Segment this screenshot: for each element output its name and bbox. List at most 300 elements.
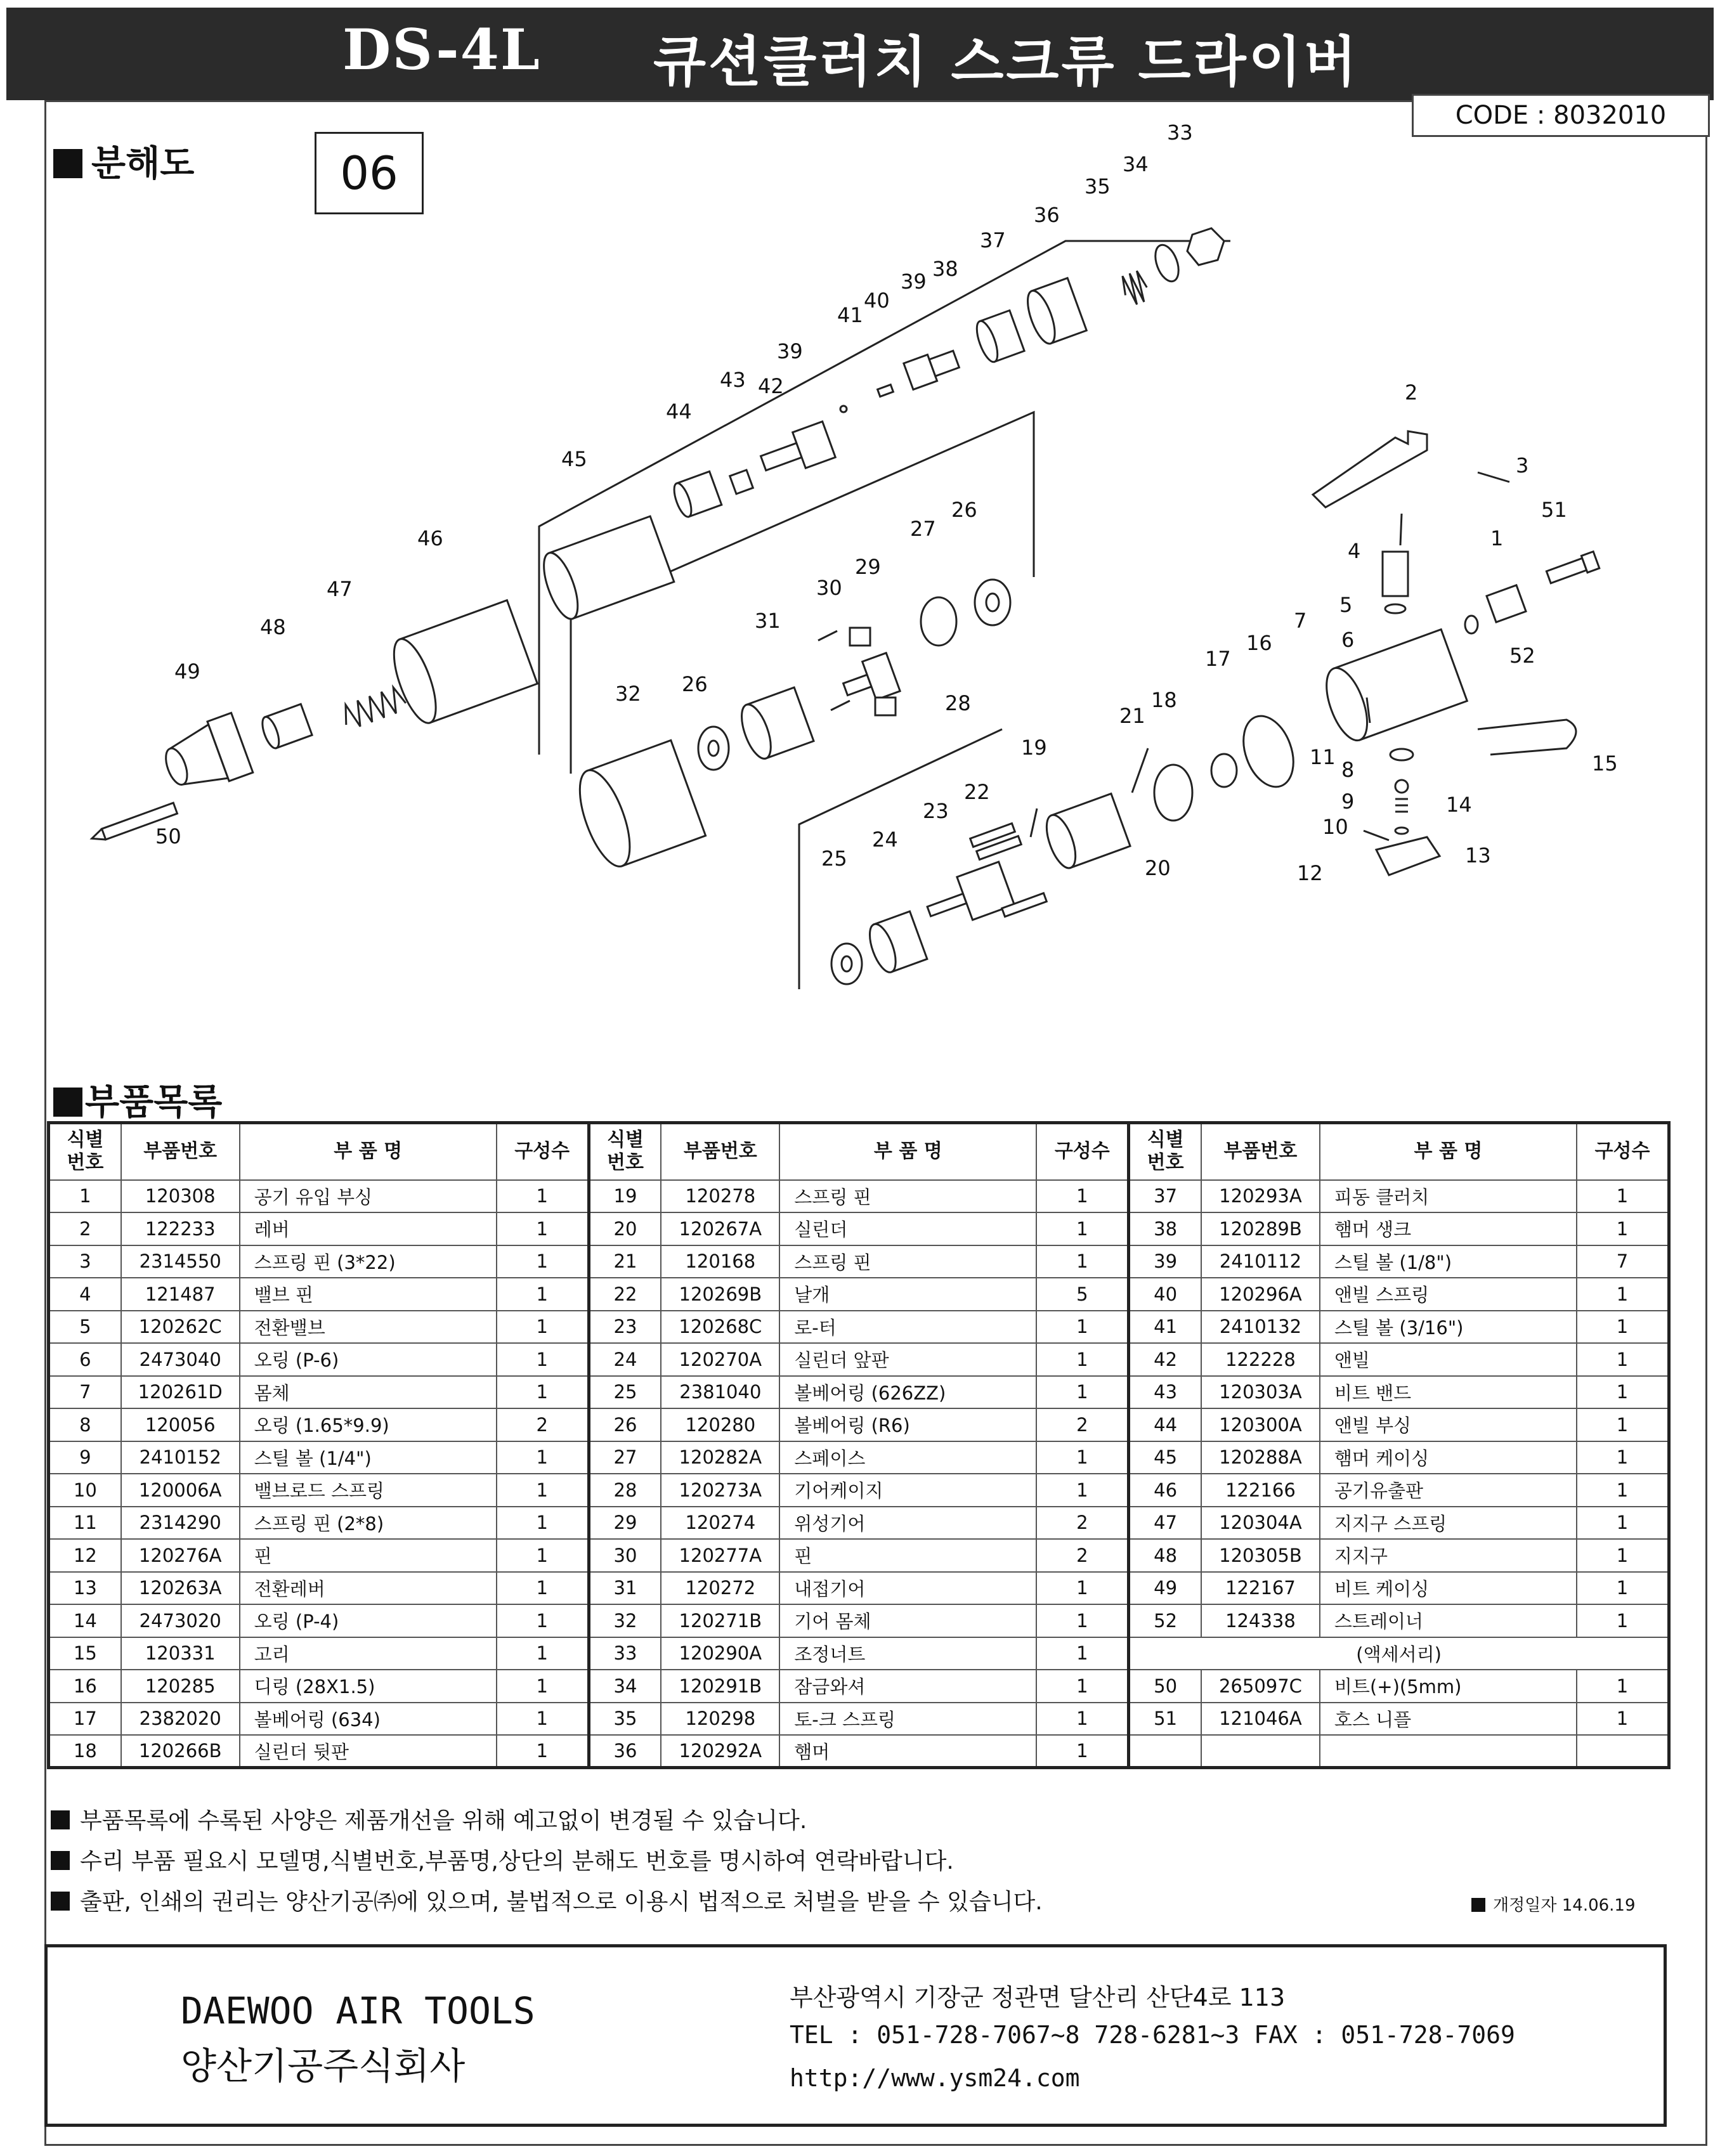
strainer-part [1465, 616, 1478, 633]
cell-qty: 7 [1577, 1245, 1669, 1278]
cell-id: 4 [49, 1278, 121, 1311]
cell-id: 34 [589, 1670, 661, 1703]
cell-part-no: 120269B [661, 1278, 779, 1311]
switch-pin-part [1364, 831, 1389, 840]
cell-id: 32 [589, 1604, 661, 1637]
cell-name: 로-터 [779, 1311, 1036, 1344]
cell-qty: 1 [497, 1376, 589, 1409]
cell-part-no: 2473040 [121, 1343, 240, 1376]
cell-part-no: 121046A [1201, 1703, 1320, 1736]
cell-qty: 1 [497, 1703, 589, 1736]
steel-ball-part [840, 406, 847, 412]
cell-name: 잠금와셔 [779, 1670, 1036, 1703]
svg-text:43: 43 [720, 368, 746, 392]
bullet-square-icon [1471, 1898, 1485, 1912]
anvil-part [757, 422, 835, 481]
svg-text:14: 14 [1446, 793, 1472, 817]
cell-qty: 1 [1577, 1703, 1669, 1736]
lever-part [1313, 431, 1427, 507]
steel-ball-1-4-part [1395, 780, 1408, 793]
svg-text:47: 47 [327, 577, 353, 601]
cell-qty: 1 [497, 1343, 589, 1376]
cell-part-no: 2314290 [121, 1507, 240, 1540]
cell-part-no: 265097C [1201, 1670, 1320, 1703]
d-ring-part [1234, 709, 1302, 794]
cell-part-no: 120006A [121, 1474, 240, 1507]
table-row [49, 1539, 1669, 1572]
cell-id: 13 [49, 1572, 121, 1605]
cell-id: 21 [589, 1245, 661, 1278]
svg-text:11: 11 [1310, 745, 1336, 769]
cell-id: 17 [49, 1703, 121, 1736]
svg-text:6: 6 [1341, 628, 1355, 652]
title-bar [6, 8, 1714, 100]
table-row [49, 1507, 1669, 1540]
cell-id: 24 [589, 1343, 661, 1376]
cell-name: 스프링 핀 (2*8) [240, 1507, 497, 1540]
cell-part-no: 120168 [661, 1245, 779, 1278]
cell-qty: 1 [1036, 1604, 1128, 1637]
hammer-casing-part [537, 516, 674, 623]
cell-part-no: 120266B [121, 1735, 240, 1768]
cell-id: 47 [1129, 1507, 1201, 1540]
cell-name: 실린더 [779, 1212, 1036, 1245]
cell-qty: 1 [1036, 1245, 1128, 1278]
cell-part-no: 120278 [661, 1180, 779, 1213]
cell-name: 전환레버 [240, 1572, 497, 1605]
svg-text:31: 31 [755, 609, 781, 633]
cell-qty: 1 [1577, 1670, 1669, 1703]
cell-name: 실린더 뒷판 [240, 1735, 497, 1768]
lever-pin-part [1478, 472, 1509, 482]
cell-qty: 2 [1036, 1408, 1128, 1441]
cell-name: 비트 밴드 [1320, 1376, 1577, 1409]
cell-part-no: 124338 [1201, 1604, 1320, 1637]
spring-pin-part [1031, 808, 1037, 837]
svg-text:20: 20 [1145, 856, 1171, 880]
o-ring-small-part [1390, 749, 1413, 760]
cell-qty: 1 [497, 1539, 589, 1572]
cell-id: 6 [49, 1343, 121, 1376]
svg-text:42: 42 [758, 374, 784, 398]
svg-text:36: 36 [1034, 203, 1060, 227]
cell-id: 45 [1129, 1441, 1201, 1474]
svg-text:17: 17 [1205, 647, 1231, 671]
bearing-626zz-part [831, 944, 862, 984]
cell-qty: 1 [497, 1604, 589, 1637]
cell-name: 오링 (1.65*9.9) [240, 1408, 497, 1441]
cell-qty: 1 [1036, 1212, 1128, 1245]
header-qty: 구성수 [497, 1123, 589, 1180]
cell-part-no: 120280 [661, 1408, 779, 1441]
company-address: 부산광역시 기장군 정관면 달산리 산단4로 113 [790, 1984, 1286, 2011]
cell-part-no: 120272 [661, 1572, 779, 1605]
cell-qty: 1 [497, 1278, 589, 1311]
cell-name: 레버 [240, 1212, 497, 1245]
header-part-no: 부품번호 [661, 1123, 779, 1180]
cell-qty: 1 [1036, 1735, 1128, 1768]
table-header-row [49, 1123, 1669, 1180]
cell-part-no: 122166 [1201, 1474, 1320, 1507]
cell-qty: 1 [497, 1735, 589, 1768]
cell-qty: 1 [1577, 1474, 1669, 1507]
svg-text:7: 7 [1294, 609, 1307, 633]
cell-part-no: 120270A [661, 1343, 779, 1376]
cell-qty: 1 [497, 1474, 589, 1507]
cell-part-no [1201, 1735, 1320, 1768]
hose-nipple-part [1546, 552, 1599, 586]
cell-part-no: 120303A [1201, 1376, 1320, 1409]
cell-qty: 1 [1577, 1507, 1669, 1540]
cell-qty: 1 [1036, 1703, 1128, 1736]
cell-name: 볼베어링 (634) [240, 1703, 497, 1736]
cell-part-no: 122233 [121, 1212, 240, 1245]
model-name: DS-4L [342, 16, 541, 82]
cell-id: 12 [49, 1539, 121, 1572]
cell-qty: 1 [1577, 1343, 1669, 1376]
note-item: 출판, 인쇄의 권리는 양산기공㈜에 있으며, 불법적으로 이용시 법적으로 처벌을 받을 수 있습니다. [51, 1882, 1043, 1923]
cell-qty: 1 [1577, 1376, 1669, 1409]
cell-name: 햄머 케이싱 [1320, 1441, 1577, 1474]
cell-name: 앤빌 스프링 [1320, 1278, 1577, 1311]
cell-name: 스페이스 [779, 1441, 1036, 1474]
cell-id: 42 [1129, 1343, 1201, 1376]
cell-id: 14 [49, 1604, 121, 1637]
cell-qty: 1 [497, 1572, 589, 1605]
cell-part-no: 120296A [1201, 1278, 1320, 1311]
cell-part-no: 122228 [1201, 1343, 1320, 1376]
svg-text:19: 19 [1021, 736, 1047, 760]
cell-id: 52 [1129, 1604, 1201, 1637]
bearing-634-part [1211, 754, 1237, 787]
cell-id: 41 [1129, 1311, 1201, 1344]
svg-text:21: 21 [1119, 704, 1145, 728]
cell-part-no: 120267A [661, 1212, 779, 1245]
cell-id: 36 [589, 1735, 661, 1768]
table-row [49, 1343, 1669, 1376]
table-row [49, 1278, 1669, 1311]
svg-text:33: 33 [1167, 120, 1193, 145]
cell-id: 8 [49, 1408, 121, 1441]
support-spring-part [340, 685, 408, 731]
adjust-nut-part [1187, 228, 1224, 265]
cell-name: 토-크 스프링 [779, 1703, 1036, 1736]
cell-part-no: 2473020 [121, 1604, 240, 1637]
cell-id: 35 [589, 1703, 661, 1736]
cell-name: 스틸 볼 (3/16") [1320, 1311, 1577, 1344]
cell-qty: 1 [1036, 1670, 1128, 1703]
cell-name: 오링 (P-6) [240, 1343, 497, 1376]
cell-part-no: 120291B [661, 1670, 779, 1703]
svg-text:38: 38 [932, 257, 958, 281]
table-row [49, 1180, 1669, 1213]
cell-part-no: 120268C [661, 1311, 779, 1344]
table-row [49, 1212, 1669, 1245]
cell-part-no: 120298 [661, 1703, 779, 1736]
cell-id: 33 [589, 1637, 661, 1670]
sheet-number: 06 [315, 132, 424, 214]
cell-id: 43 [1129, 1376, 1201, 1409]
cell-id: 7 [49, 1376, 121, 1409]
cell-name: 스프링 핀 (3*22) [240, 1245, 497, 1278]
cell-qty: 2 [497, 1408, 589, 1441]
svg-text:16: 16 [1246, 631, 1272, 655]
svg-text:15: 15 [1592, 751, 1618, 776]
parts-section-title: 부품목록 [53, 1074, 222, 1125]
cell-part-no: 120261D [121, 1376, 240, 1409]
internal-gear-part [736, 687, 814, 762]
svg-text:37: 37 [980, 228, 1006, 252]
table-row [49, 1670, 1669, 1703]
cell-qty: 1 [1577, 1539, 1669, 1572]
cell-id: 37 [1129, 1180, 1201, 1213]
cell-id: 28 [589, 1474, 661, 1507]
cell-id: 31 [589, 1572, 661, 1605]
diagram-section-title: 분해도 [53, 136, 194, 186]
company-website: http://www.ysm24.com [790, 2064, 1080, 2092]
callout-label: 2 [1405, 380, 1418, 405]
cell-name: 핀 [779, 1539, 1036, 1572]
cell-name: 전환밸브 [240, 1311, 497, 1344]
svg-text:24: 24 [872, 828, 898, 852]
cell-part-no: 120271B [661, 1604, 779, 1637]
exhaust-plate-part [386, 601, 538, 728]
cell-name: 비트(+)(5mm) [1320, 1670, 1577, 1703]
cell-part-no: 120276A [121, 1539, 240, 1572]
cell-id: 3 [49, 1245, 121, 1278]
cell-id: 9 [49, 1441, 121, 1474]
cell-name: 볼베어링 (626ZZ) [779, 1376, 1036, 1409]
notes [51, 1801, 1043, 1923]
table-row [49, 1735, 1669, 1768]
cell-qty: 1 [1577, 1212, 1669, 1245]
cell-name: 앤빌 부싱 [1320, 1408, 1577, 1441]
cell-qty: 1 [1577, 1180, 1669, 1213]
svg-text:40: 40 [864, 289, 890, 313]
cell-part-no: 120056 [121, 1408, 240, 1441]
bullet-square-icon [53, 1088, 82, 1117]
cell-name: 스프링 핀 [779, 1180, 1036, 1213]
footer-box [44, 1944, 1667, 2127]
cell-part-no: 120331 [121, 1637, 240, 1670]
svg-text:39: 39 [777, 339, 803, 363]
cell-name [1320, 1735, 1577, 1768]
torque-spring-part [1119, 270, 1151, 307]
svg-text:26: 26 [951, 498, 977, 522]
header-id: 식별 번호 [589, 1123, 661, 1180]
cell-id: 27 [589, 1441, 661, 1474]
driven-clutch-part [973, 310, 1025, 364]
cell-name: 내접기어 [779, 1572, 1036, 1605]
cell-name: 피동 클러치 [1320, 1180, 1577, 1213]
cell-part-no: 2410152 [121, 1441, 240, 1474]
cell-qty: 1 [1036, 1311, 1128, 1344]
cell-qty: 1 [1036, 1376, 1128, 1409]
spacer-part [921, 597, 956, 646]
cell-id: 19 [589, 1180, 661, 1213]
cell-id: 26 [589, 1408, 661, 1441]
air-inlet-bushing-part [1487, 585, 1526, 622]
cell-name: 지지구 스프링 [1320, 1507, 1577, 1540]
cell-id: 18 [49, 1735, 121, 1768]
bearing-r6-part [698, 727, 729, 770]
svg-text:32: 32 [615, 682, 641, 706]
svg-text:51: 51 [1541, 498, 1567, 522]
table-row [49, 1408, 1669, 1441]
exploded-view-diagram [51, 120, 1700, 1015]
cell-qty: 1 [1577, 1408, 1669, 1441]
cell-name: 햄머 [779, 1735, 1036, 1768]
cell-id: 38 [1129, 1212, 1201, 1245]
cell-name: 스프링 핀 [779, 1245, 1036, 1278]
cell-name: 볼베어링 (R6) [779, 1408, 1036, 1441]
svg-text:28: 28 [945, 691, 971, 715]
cell-id: 29 [589, 1507, 661, 1540]
cell-id: 16 [49, 1670, 121, 1703]
bullet-square-icon [51, 1892, 70, 1911]
cell-id: 40 [1129, 1278, 1201, 1311]
cell-qty: 2 [1036, 1539, 1128, 1572]
cell-part-no: 120293A [1201, 1180, 1320, 1213]
cell-qty: 1 [1577, 1604, 1669, 1637]
table-row [49, 1637, 1669, 1670]
cell-id: 23 [589, 1311, 661, 1344]
cell-qty: 1 [497, 1507, 589, 1540]
cell-qty: 1 [497, 1637, 589, 1670]
table-row [49, 1474, 1669, 1507]
svg-text:49: 49 [174, 659, 200, 684]
cell-name: 몸체 [240, 1376, 497, 1409]
cell-part-no: 120263A [121, 1572, 240, 1605]
svg-text:50: 50 [155, 824, 181, 848]
body-part [1319, 630, 1468, 746]
cell-qty: 2 [1036, 1507, 1128, 1540]
cell-id: 44 [1129, 1408, 1201, 1441]
cell-id: 39 [1129, 1245, 1201, 1278]
svg-text:29: 29 [855, 555, 881, 579]
cell-id: 30 [589, 1539, 661, 1572]
cell-name: 오링 (P-4) [240, 1604, 497, 1637]
svg-text:10: 10 [1322, 815, 1348, 839]
svg-text:52: 52 [1509, 644, 1535, 668]
table-row [49, 1604, 1669, 1637]
accessory-label: (액세서리) [1129, 1637, 1669, 1670]
cell-name: 스틸 볼 (1/4") [240, 1441, 497, 1474]
cylinder-part [1041, 794, 1130, 872]
cell-name: 기어케이지 [779, 1474, 1036, 1507]
cell-id: 20 [589, 1212, 661, 1245]
header-id: 식별 번호 [1129, 1123, 1201, 1180]
cell-part-no: 2410132 [1201, 1311, 1320, 1344]
hook-part [1478, 720, 1576, 755]
cell-part-no: 2314550 [121, 1245, 240, 1278]
revision-date: 개정일자 14.06.19 [1471, 1892, 1636, 1916]
cell-name: 지지구 [1320, 1539, 1577, 1572]
table-row [49, 1703, 1669, 1736]
lock-washer-part [1151, 242, 1183, 284]
cell-id: 1 [49, 1180, 121, 1213]
cell-qty: 1 [1036, 1441, 1128, 1474]
cell-qty: 1 [1036, 1343, 1128, 1376]
cell-qty [1577, 1735, 1669, 1768]
cell-name: 스트레이너 [1320, 1604, 1577, 1637]
cell-id: 49 [1129, 1572, 1201, 1605]
cell-id: 51 [1129, 1703, 1201, 1736]
bullet-square-icon [51, 1810, 70, 1829]
svg-text:3: 3 [1516, 453, 1529, 477]
cell-id: 22 [589, 1278, 661, 1311]
svg-text:23: 23 [923, 799, 949, 823]
cell-part-no: 120277A [661, 1539, 779, 1572]
cell-qty: 1 [497, 1311, 589, 1344]
cell-qty: 1 [497, 1670, 589, 1703]
parts-list-table [47, 1121, 1671, 1769]
svg-text:12: 12 [1297, 861, 1323, 885]
cell-name: 앤빌 [1320, 1343, 1577, 1376]
cell-part-no: 120290A [661, 1637, 779, 1670]
cell-qty: 1 [497, 1441, 589, 1474]
cell-part-no: 120273A [661, 1474, 779, 1507]
header-qty: 구성수 [1036, 1123, 1128, 1180]
cell-part-no: 120292A [661, 1735, 779, 1768]
svg-text:25: 25 [821, 847, 847, 871]
header-qty: 구성수 [1577, 1123, 1669, 1180]
cell-name: 날개 [779, 1278, 1036, 1311]
cell-qty: 1 [1577, 1441, 1669, 1474]
cell-name: 위성기어 [779, 1507, 1036, 1540]
pin-part [818, 631, 837, 640]
cell-part-no: 120305B [1201, 1539, 1320, 1572]
switch-valve-part [1383, 552, 1408, 596]
bullet-square-icon [51, 1851, 70, 1870]
note-item: 수리 부품 필요시 모델명,식별번호,부품명,상단의 분해도 번호를 명시하여 연락바랍니다. [51, 1841, 1043, 1882]
valve-pin-part [1400, 514, 1402, 545]
table-row [49, 1441, 1669, 1474]
cell-name: 공기 유입 부싱 [240, 1180, 497, 1213]
cell-id: 2 [49, 1212, 121, 1245]
cell-part-no: 2381040 [661, 1376, 779, 1409]
svg-text:44: 44 [666, 399, 692, 424]
note-item: 부품목록에 수록된 사양은 제품개선을 위해 예고없이 변경될 수 있습니다. [51, 1801, 1043, 1841]
svg-text:27: 27 [910, 517, 936, 541]
cell-part-no: 120300A [1201, 1408, 1320, 1441]
cell-part-no: 2382020 [121, 1703, 240, 1736]
cell-name: 공기유출판 [1320, 1474, 1577, 1507]
header-part-no: 부품번호 [1201, 1123, 1320, 1180]
cell-part-no: 120285 [121, 1670, 240, 1703]
cell-part-no: 120288A [1201, 1441, 1320, 1474]
cell-part-no: 120304A [1201, 1507, 1320, 1540]
table-row [49, 1376, 1669, 1409]
cell-id: 5 [49, 1311, 121, 1344]
cell-qty: 1 [1577, 1311, 1669, 1344]
company-phone: TEL : 051-728-7067~8 728-6281~3 FAX : 051-728-7069 [790, 2021, 1515, 2049]
header-id: 식별 번호 [49, 1123, 121, 1180]
table-row [49, 1311, 1669, 1344]
cell-qty: 1 [1036, 1637, 1128, 1670]
header-part-no: 부품번호 [121, 1123, 240, 1180]
svg-text:30: 30 [816, 576, 842, 600]
svg-text:8: 8 [1341, 758, 1355, 782]
cell-id: 48 [1129, 1539, 1201, 1572]
svg-text:41: 41 [837, 303, 863, 327]
cell-name: 실린더 앞판 [779, 1343, 1036, 1376]
cell-qty: 1 [497, 1245, 589, 1278]
header-name: 부 품 명 [240, 1123, 497, 1180]
cell-name: 고리 [240, 1637, 497, 1670]
product-code: CODE : 8032010 [1412, 94, 1710, 137]
cell-part-no: 120282A [661, 1441, 779, 1474]
